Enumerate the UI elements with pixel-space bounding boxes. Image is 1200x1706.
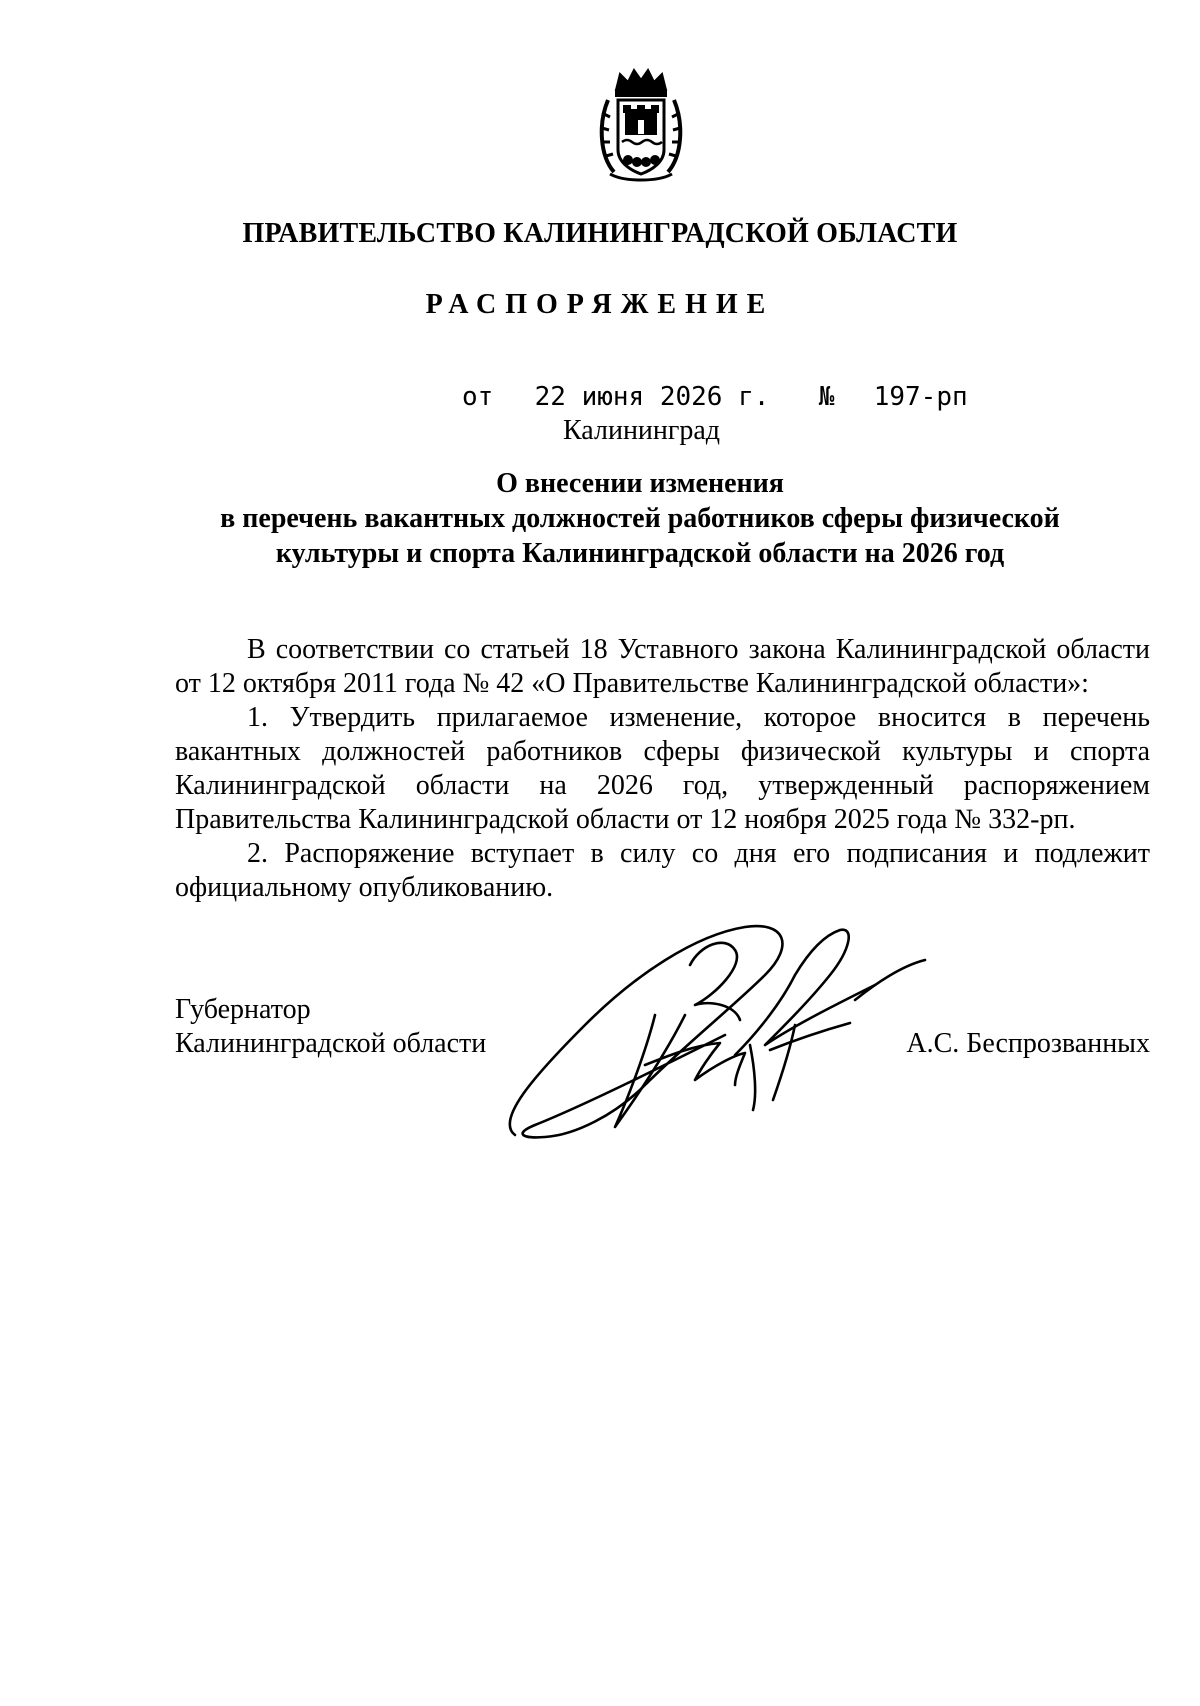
signatory-position-line-2: Калининградской области [175,1028,487,1059]
number-sign: № [818,382,835,412]
title-line-3: культуры и спорта Калининградской области на 2026 год [275,538,1005,569]
document-type: РАСПОРЯЖЕНИЕ [425,289,775,320]
issue-date-line [462,382,968,412]
body-intro: В соответствии со статьей 18 Уставного закона Калининградской области от 12 октября 2011 года № 42 «О Правительстве Калининградской области»: [175,634,1150,699]
document-body [175,633,1150,905]
coat-of-arms-icon [594,64,688,184]
signatory-position-line-1: Губернатор [175,994,311,1025]
title-line-1: О внесении изменения [496,468,784,499]
signatory-name: А.С. Беспрозванных [906,1028,1150,1059]
signatory-position [175,993,486,1061]
body-item-2: 2. Распоряжение вступает в силу со дня его подписания и подлежит официальному опубликованию. [175,838,1150,903]
handwritten-signature-icon [495,905,940,1150]
issue-city: Калининград [563,415,721,446]
date-prefix: от [462,382,494,412]
document-number: 197-рп [873,382,968,412]
body-item-1: 1. Утвердить прилагаемое изменение, которое вносится в перечень вакантных должностей работников сферы физической культуры и спорта Калининградской области на 2026 год, утвержденный распоряжением Правительства Калининградской области от 12 ноября 2025 года № 332-рп. [175,702,1150,835]
issue-date: 22 июня 2026 г. [534,382,770,412]
organization-name: ПРАВИТЕЛЬСТВО КАЛИНИНГРАДСКОЙ ОБЛАСТИ [242,218,958,249]
document-title [180,466,1100,571]
title-line-2: в перечень вакантных должностей работников сферы физической [220,503,1060,534]
